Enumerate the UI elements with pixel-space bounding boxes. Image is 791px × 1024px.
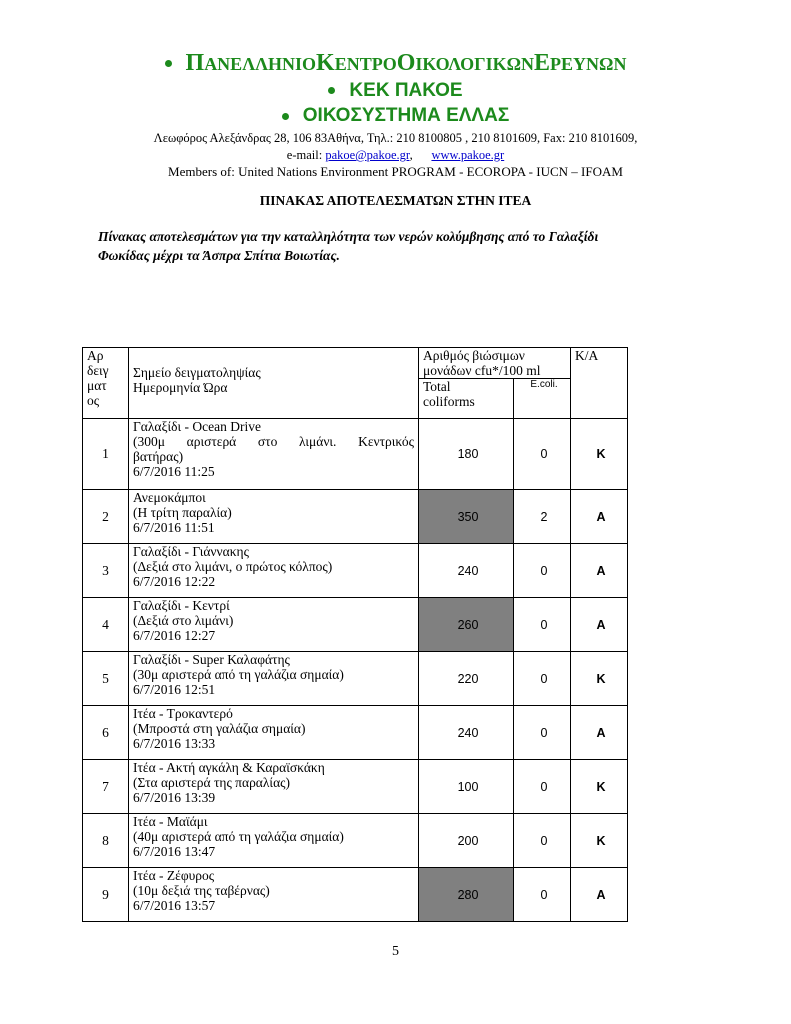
sampling-point-line: Ιτέα - Τροκαντερό xyxy=(133,706,233,721)
total-coliforms-value: 220 xyxy=(419,652,514,706)
ecosystem-name: ΟΙΚΟΣΥΣΤΗΜΑ ΕΛΛΑΣ xyxy=(302,105,510,126)
sampling-point-line: 6/7/2016 13:47 xyxy=(133,844,216,859)
email-label: e-mail: xyxy=(286,148,323,162)
org-initial: Κ xyxy=(316,49,335,76)
org-name xyxy=(186,50,627,77)
ecoli-value: 0 xyxy=(514,652,571,706)
suitability-value: Α xyxy=(571,490,628,544)
sample-number: 4 xyxy=(83,598,129,652)
suitability-value: Α xyxy=(571,706,628,760)
suitability-value: Α xyxy=(571,544,628,598)
total-coliforms-value: 240 xyxy=(419,706,514,760)
sampling-point xyxy=(129,419,419,490)
sampling-point xyxy=(129,706,419,760)
ecoli-value: 0 xyxy=(514,598,571,652)
sampling-point-line: 6/7/2016 12:27 xyxy=(133,628,216,643)
sample-number: 9 xyxy=(83,868,129,922)
sampling-point-line: 6/7/2016 13:39 xyxy=(133,790,216,805)
members-line: Members of: United Nations Environment PROGRAM - ECOROPA - IUCN – IFOAM xyxy=(168,164,623,179)
total-coliforms-value: 350 xyxy=(419,490,514,544)
sampling-point-line: Ιτέα - Ζέφυρος xyxy=(133,868,215,883)
bullet-icon xyxy=(165,60,172,67)
sampling-point-line: Ανεμοκάμποι xyxy=(133,490,206,505)
document-subtitle xyxy=(98,227,698,265)
page-number: 5 xyxy=(392,944,399,959)
header-no-line: ος xyxy=(87,393,100,408)
sampling-point-line: Γαλαξίδι - Ocean Drive xyxy=(133,419,261,434)
sampling-point-line: (40μ αριστερά από τη γαλάζια σημαία) xyxy=(133,829,344,844)
website-link[interactable]: www.pakoe.gr xyxy=(431,148,505,162)
ecoli-value: 0 xyxy=(514,706,571,760)
header-point-label: Σημείο δειγματοληψίας xyxy=(133,365,261,380)
sampling-point-line: 6/7/2016 12:51 xyxy=(133,682,216,697)
table-header-row xyxy=(83,348,628,379)
total-coliforms-value: 180 xyxy=(419,419,514,490)
suitability-value: Κ xyxy=(571,419,628,490)
header-no-line: ματ xyxy=(87,378,107,393)
table-row xyxy=(83,868,628,922)
header-total-coliforms xyxy=(419,379,514,419)
total-coliforms-value: 240 xyxy=(419,544,514,598)
table-row xyxy=(83,598,628,652)
header-cfu-line: μονάδων cfu*/100 ml xyxy=(423,363,541,378)
email-link[interactable]: pakoe@pakoe.gr xyxy=(325,148,410,162)
subtitle-line-2: Φωκίδας μέχρι τα Άσπρα Σπίτια Βοιωτίας. xyxy=(98,248,340,263)
org-word: ΡΕΥΝΩΝ xyxy=(550,53,627,74)
document-title: ΠΙΝΑΚΑΣ ΑΠΟΤΕΛΕΣΜΑΤΩΝ ΣΤΗΝ ΙΤΕΑ xyxy=(259,193,532,208)
table-row xyxy=(83,760,628,814)
table-row xyxy=(83,814,628,868)
sampling-point-line: 6/7/2016 13:57 xyxy=(133,898,216,913)
ecosystem-line xyxy=(0,103,791,129)
suitability-value: Κ xyxy=(571,652,628,706)
suitability-value: Α xyxy=(571,598,628,652)
header-datetime-label: Ημερομηνία Ώρα xyxy=(133,380,228,395)
table-row xyxy=(83,419,628,490)
sample-number: 6 xyxy=(83,706,129,760)
org-word: ΑΝΕΛΛΗΝΙΟ xyxy=(204,53,317,74)
sampling-point-line: 6/7/2016 11:25 xyxy=(133,464,215,479)
sampling-point-line: 6/7/2016 12:22 xyxy=(133,574,216,589)
header-ka xyxy=(571,348,628,419)
org-initial: Π xyxy=(185,49,205,76)
org-initial: Ο xyxy=(396,49,416,76)
sampling-point-line: (Η τρίτη παραλία) xyxy=(133,505,232,520)
total-coliforms-value: 280 xyxy=(419,868,514,922)
header-cfu xyxy=(419,348,571,379)
org-word: ΙΚΟΛΟΓΙΚΩΝ xyxy=(415,53,535,74)
suitability-value: Α xyxy=(571,868,628,922)
ecoli-value: 0 xyxy=(514,544,571,598)
ecoli-value: 0 xyxy=(514,814,571,868)
table-row xyxy=(83,544,628,598)
sample-number: 1 xyxy=(83,419,129,490)
ecoli-value: 0 xyxy=(514,868,571,922)
letterhead xyxy=(0,48,791,180)
header-no-line: Αρ xyxy=(87,348,104,363)
sampling-point-line: (Στα αριστερά της παραλίας) xyxy=(133,775,290,790)
header-ka-label: Κ/Α xyxy=(575,348,599,363)
total-coliforms-value: 260 xyxy=(419,598,514,652)
suitability-value: Κ xyxy=(571,760,628,814)
sampling-point-line: (Δεξιά στο λιμάνι, ο πρώτος κόλπος) xyxy=(133,559,333,574)
sample-number: 5 xyxy=(83,652,129,706)
sampling-point xyxy=(129,868,419,922)
table-row xyxy=(83,490,628,544)
sampling-point-line: 6/7/2016 11:51 xyxy=(133,520,215,535)
sample-number: 2 xyxy=(83,490,129,544)
sampling-point-line: βατήρας) xyxy=(133,449,184,464)
ecoli-value: 0 xyxy=(514,760,571,814)
bullet-icon xyxy=(282,113,289,120)
sampling-point-line: (Μπροστά στη γαλάζια σημαία) xyxy=(133,721,306,736)
org-name-line xyxy=(0,48,791,78)
sampling-point-line: (300μ αριστερά στο λιμάνι. Κεντρικός xyxy=(133,434,414,449)
header-total-line: coliforms xyxy=(423,394,475,409)
results-table xyxy=(82,347,628,922)
total-coliforms-value: 200 xyxy=(419,814,514,868)
sample-number: 8 xyxy=(83,814,129,868)
header-sampling-point xyxy=(129,348,419,419)
sample-number: 3 xyxy=(83,544,129,598)
org-initial: Ε xyxy=(534,49,551,76)
sampling-point-line: (10μ δεξιά της ταβέρνας) xyxy=(133,883,270,898)
kek-line xyxy=(0,78,791,103)
ecoli-value: 0 xyxy=(514,419,571,490)
sampling-point-line: Γαλαξίδι - Κεντρί xyxy=(133,598,230,613)
header-ecoli xyxy=(514,379,571,419)
address: Λεωφόρος Αλεξάνδρας 28, 106 83Αθήνα, Τηλ.: 210 8100805 , 210 8101609, Fax: 210 8101609, xyxy=(153,131,638,145)
contact-separator: , xyxy=(409,148,413,162)
total-coliforms-value: 100 xyxy=(419,760,514,814)
sample-number: 7 xyxy=(83,760,129,814)
header-cfu-line: Αριθμός βιώσιμων xyxy=(423,348,525,363)
org-word: ΕΝΤΡΟ xyxy=(334,53,397,74)
subtitle-line-1: Πίνακας αποτελεσμάτων για την καταλληλότητα των νερών κολύμβησης από το Γαλαξίδι xyxy=(98,229,599,244)
suitability-value: Κ xyxy=(571,814,628,868)
table-row xyxy=(83,652,628,706)
sampling-point xyxy=(129,652,419,706)
sampling-point-line: 6/7/2016 13:33 xyxy=(133,736,216,751)
sampling-point-line: Ιτέα - Ακτή αγκάλη & Καραϊσκάκη xyxy=(133,760,325,775)
sampling-point-line: Γαλαξίδι - Super Καλαφάτης xyxy=(133,652,290,667)
contact-line xyxy=(0,148,791,163)
header-sample-number xyxy=(83,348,129,419)
table-row xyxy=(83,706,628,760)
header-ecoli-label: E.coli. xyxy=(530,379,558,390)
sampling-point-line: Γαλαξίδι - Γιάννακης xyxy=(133,544,249,559)
sampling-point-line: Ιτέα - Μαϊάμι xyxy=(133,814,208,829)
sampling-point xyxy=(129,814,419,868)
sampling-point xyxy=(129,490,419,544)
header-no-line: δειγ xyxy=(87,363,109,378)
sampling-point xyxy=(129,760,419,814)
kek-name: ΚΕΚ ΠΑΚΟΕ xyxy=(349,79,463,101)
sampling-point xyxy=(129,544,419,598)
sampling-point-line: (Δεξιά στο λιμάνι) xyxy=(133,613,234,628)
sampling-point xyxy=(129,598,419,652)
ecoli-value: 2 xyxy=(514,490,571,544)
sampling-point-line: (30μ αριστερά από τη γαλάζια σημαία) xyxy=(133,667,344,682)
header-total-line: Total xyxy=(423,379,451,394)
bullet-icon xyxy=(328,87,335,94)
